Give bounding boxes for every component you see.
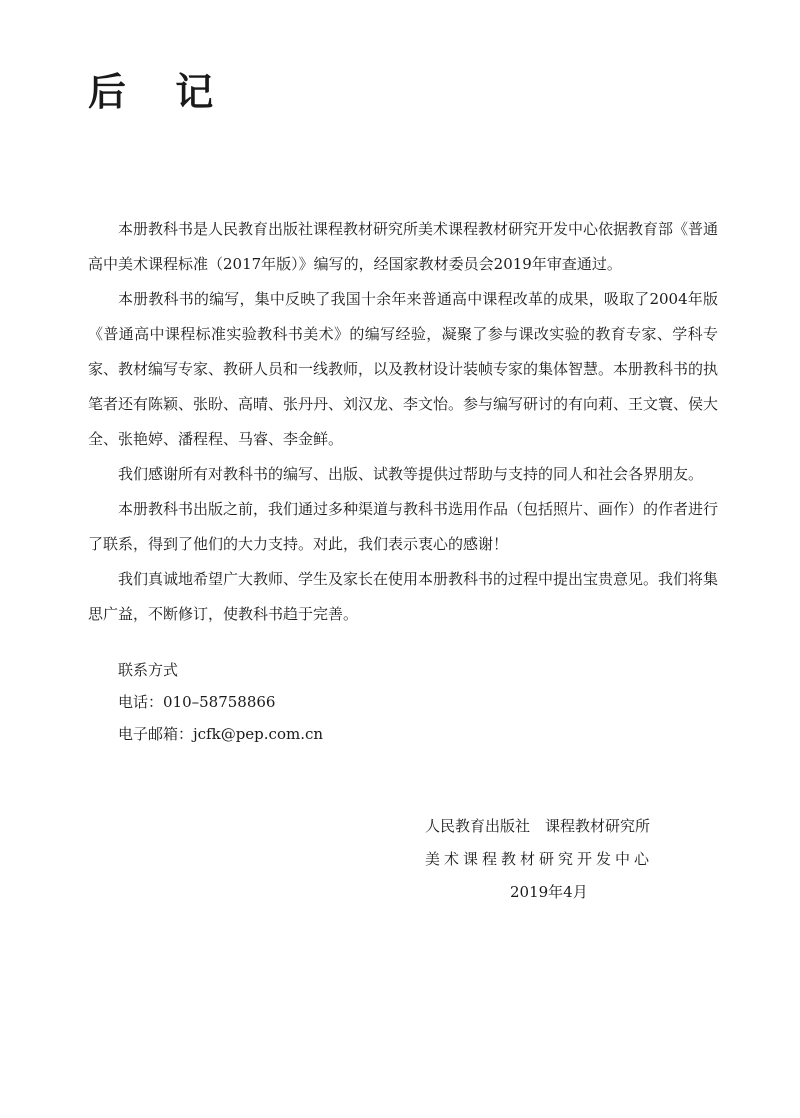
signature-center: 美术课程教材研究开发中心: [425, 850, 654, 868]
paragraph-intro: 本册教科书是人民教育出版社课程教材研究所美术课程教材研究开发中心依据教育部《普通高中美术课程标准（2017年版）》编写的，经国家教材委员会2019年审查通过。: [88, 220, 719, 273]
contact-email: 电子邮箱：jcfk@pep.com.cn: [118, 725, 324, 743]
paragraph-authors: 本册教科书的编写，集中反映了我国十余年来普通高中课程改革的成果，吸取了2004年版《普通高中课程标准实验教科书美术》的编写经验，凝聚了参与课改实验的教育专家、学科专家、教材编写专家、教研人员和一线教师，以及教材设计装帧专家的集体智慧。本册教科书的执笔者还有陈颖、张盼、高晴、张丹丹、刘汉龙、李文怡。参与编写研讨的有向莉、王文寰、侯大全、张艳婷、潘程程、马睿、李金鲜。: [88, 290, 719, 448]
body-text: [88, 212, 718, 632]
page-title: 后 记: [88, 70, 232, 114]
paragraph-thanks: 我们感谢所有对教科书的编写、出版、试教等提供过帮助与支持的同人和社会各界朋友。: [118, 465, 704, 483]
signature-publisher: 人民教育出版社 课程教材研究所: [425, 817, 651, 835]
contact-phone: 电话：010–58758866: [118, 693, 276, 711]
paragraph-copyright-thanks: 本册教科书出版之前，我们通过多种渠道与教科书选用作品（包括照片、画作）的作者进行了联系，得到了他们的大力支持。对此，我们表示衷心的感谢！: [88, 500, 719, 553]
signature-block: [425, 810, 685, 909]
signature-date: 2019年4月: [510, 883, 588, 901]
contact-heading: 联系方式: [118, 661, 179, 679]
paragraph-feedback: 我们真诚地希望广大教师、学生及家长在使用本册教科书的过程中提出宝贵意见。我们将集思广益，不断修订，使教科书趋于完善。: [88, 570, 719, 623]
contact-info: [118, 654, 323, 750]
